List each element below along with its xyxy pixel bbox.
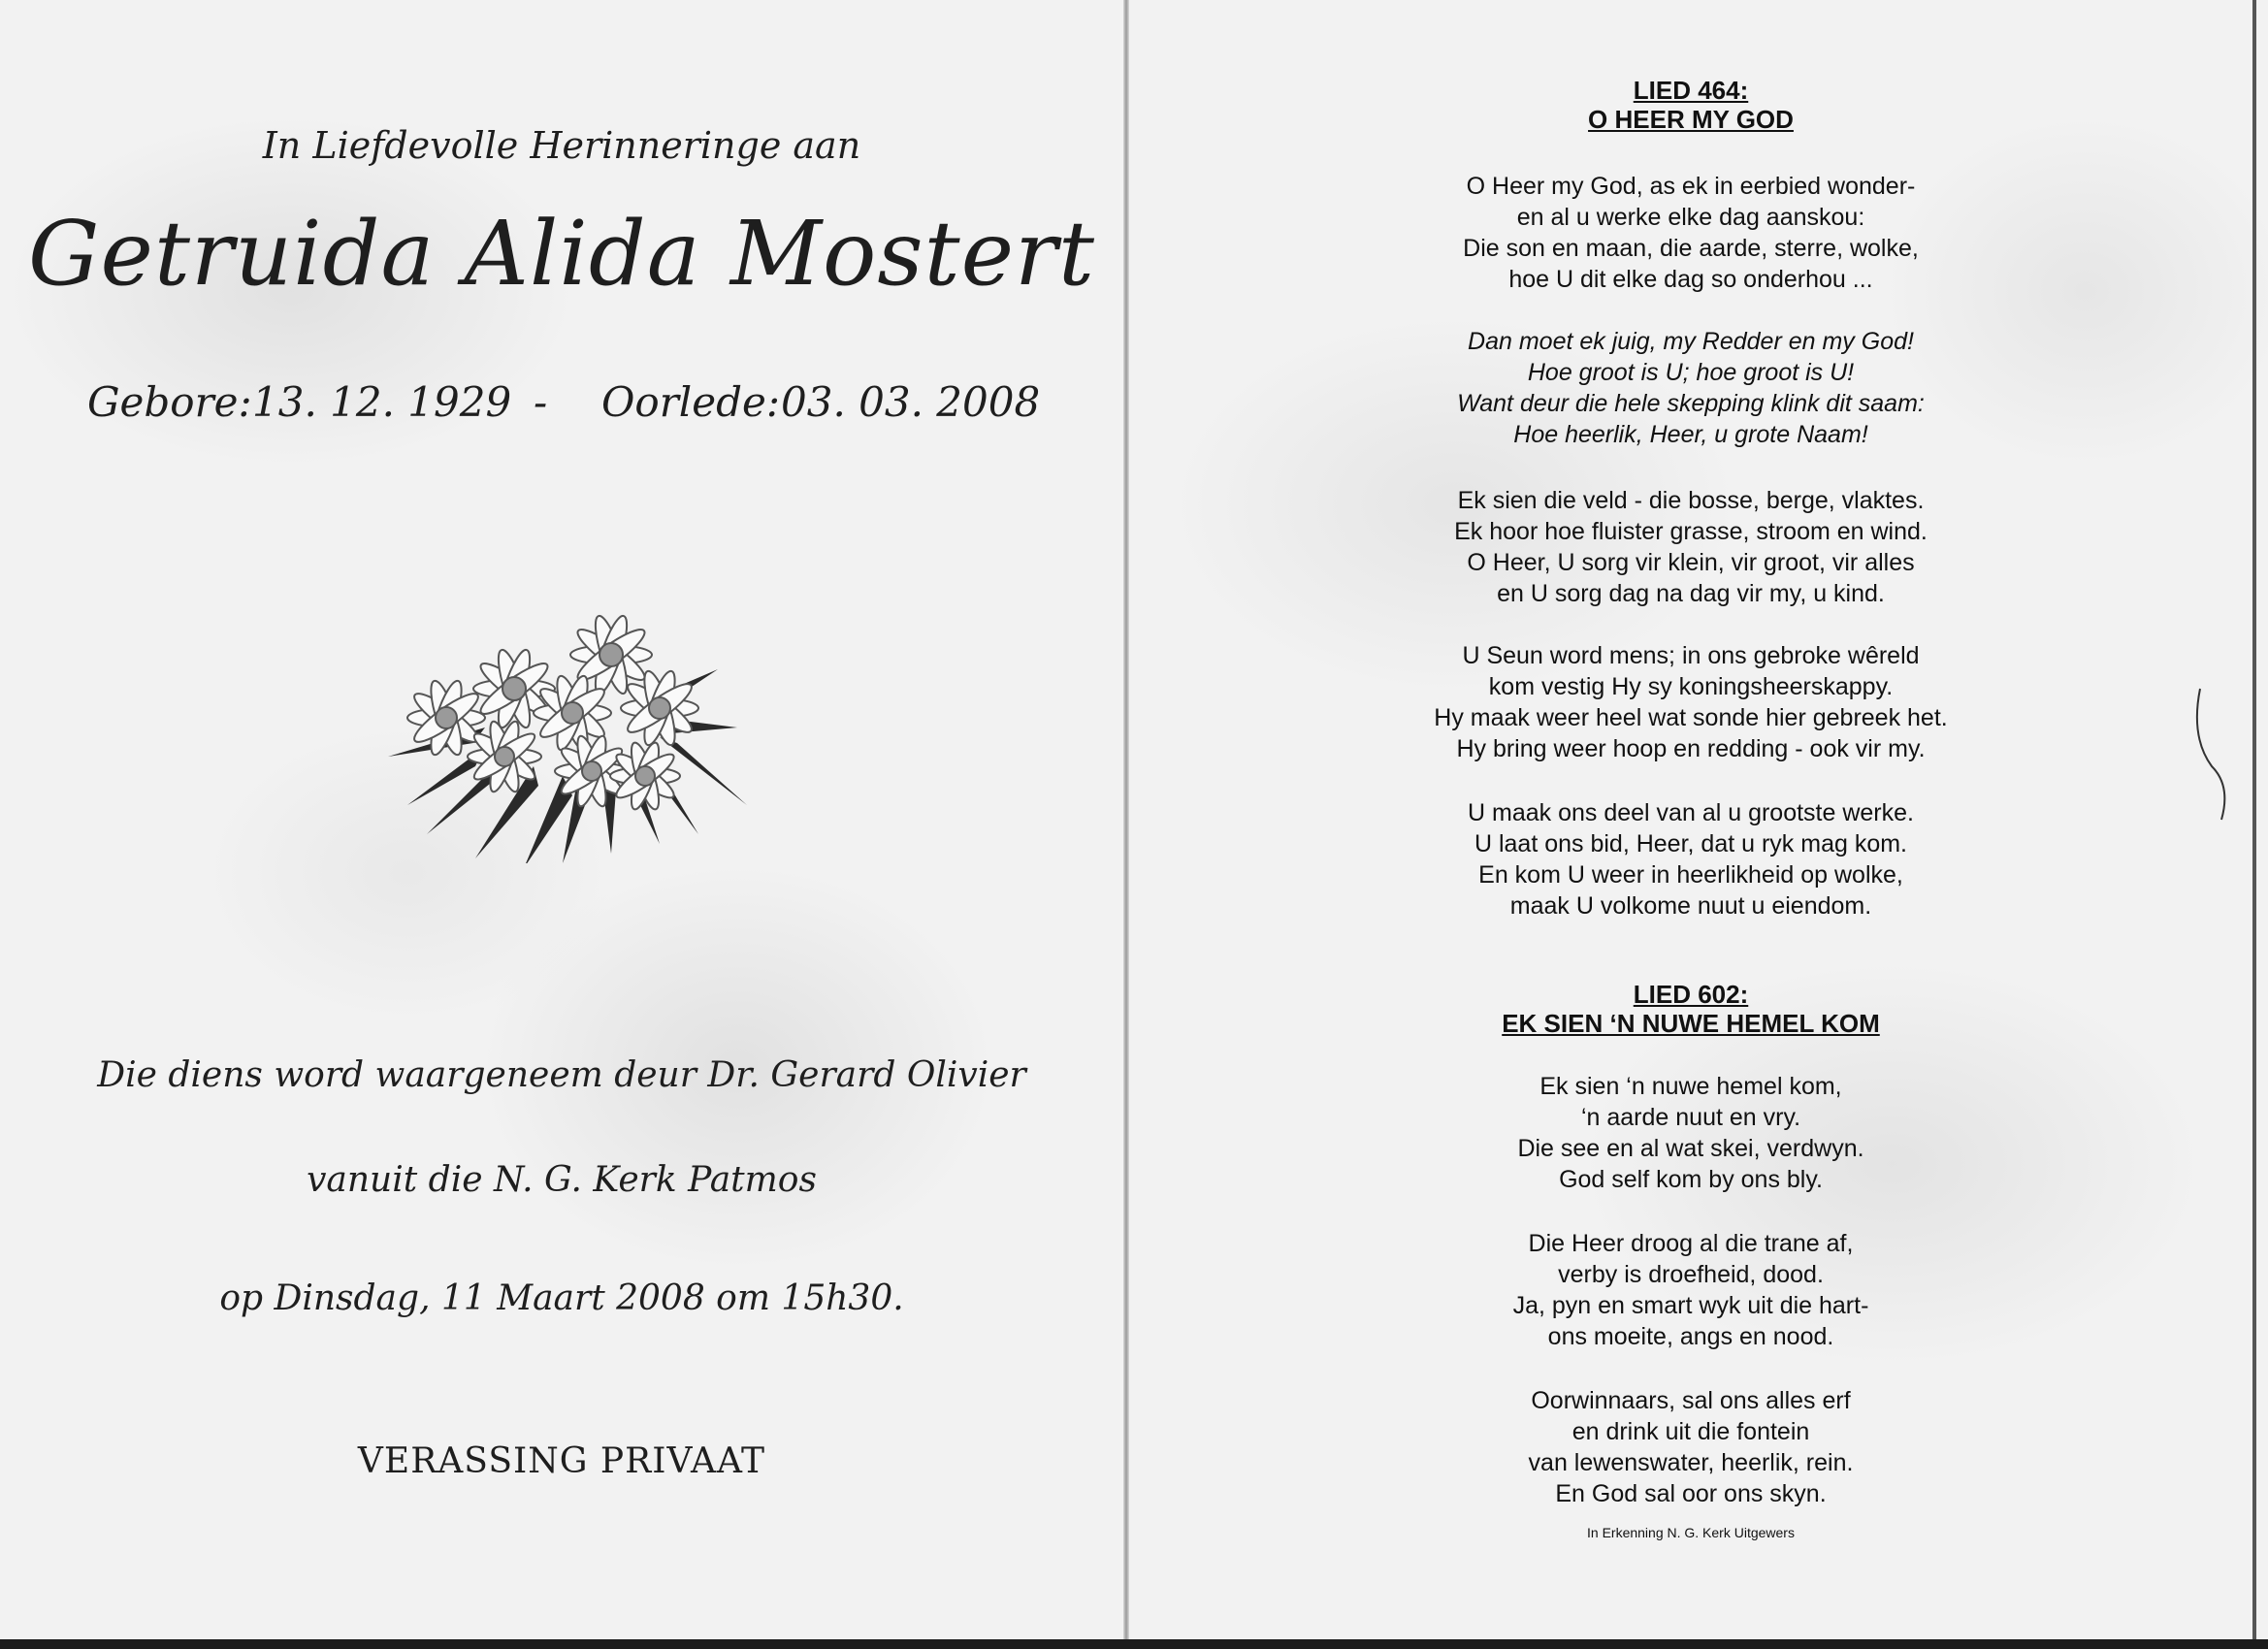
died-date: 03. 03. 2008 [781, 378, 1041, 426]
verse-line: Dan moet ek juig, my Redder en my God! [1468, 328, 1914, 355]
verse-line: Ja, pyn en smart wyk uit die hart- [1512, 1292, 1869, 1319]
hymn-verse [1129, 171, 2252, 295]
hymn-verse [1129, 1071, 2252, 1195]
left-page [0, 0, 1123, 1639]
hymn-verse [1129, 640, 2252, 764]
verse-line: U maak ons deel van al u grootste werke. [1468, 799, 1914, 826]
hymn-verse [1129, 1385, 2252, 1509]
song-title: O HEER MY GOD [1588, 105, 1794, 134]
service-officiant: Die diens word waargeneem deur Dr. Gerard Olivier [97, 1055, 1026, 1095]
verse-line: en al u werke elke dag aanskou: [1516, 204, 1865, 231]
verse-line: Hy bring weer hoop en redding - ook vir my. [1456, 735, 1926, 762]
service-datetime: op Dinsdag, 11 Maart 2008 om 15h30. [219, 1278, 904, 1318]
verse-line: ‘n aarde nuut en vry. [1580, 1104, 1801, 1131]
song-number: LIED 464: [1633, 76, 1749, 105]
verse-line: van lewenswater, heerlik, rein. [1528, 1449, 1854, 1476]
verse-line: en U sorg dag na dag vir my, u kind. [1497, 580, 1885, 607]
pen-mark [2192, 679, 2251, 824]
deceased-name: Getruida Alida Mostert [28, 202, 1095, 306]
date-separator: - [534, 378, 548, 426]
right-page [1129, 0, 2252, 1639]
hymn-verse [1129, 797, 2252, 922]
verse-line: Hoe groot is U; hoe groot is U! [1527, 359, 1855, 386]
verse-line: En God sal oor ons skyn. [1555, 1480, 1827, 1507]
verse-line: kom vestig Hy sy koningsheerskappy. [1488, 673, 1894, 700]
daisy-bouquet-icon [369, 611, 757, 863]
born-label: Gebore: [87, 378, 252, 426]
verse-line: U laat ons bid, Heer, dat u ryk mag kom. [1474, 830, 1908, 857]
verse-line: God self kom by ons bly. [1559, 1166, 1823, 1193]
hymn-verse [1129, 485, 2252, 609]
page-edge [2252, 0, 2256, 1639]
verse-line: U Seun word mens; in ons gebroke wêreld [1462, 642, 1920, 669]
verse-line: Die Heer droog al die trane af, [1528, 1230, 1854, 1257]
died-label: Oorlede: [601, 378, 780, 426]
cremation-notice: VERASSING PRIVAAT [357, 1441, 766, 1481]
verse-line: Hoe heerlik, Heer, u grote Naam! [1513, 421, 1868, 448]
verse-line: hoe U dit elke dag so onderhou ... [1508, 266, 1873, 293]
verse-line: verby is droefheid, dood. [1558, 1261, 1824, 1288]
verse-line: Hy maak weer heel wat sonde hier gebreek het. [1434, 704, 1948, 731]
verse-line: Ek sien ‘n nuwe hemel kom, [1539, 1073, 1842, 1100]
song-title: EK SIEN ‘N NUWE HEMEL KOM [1502, 1009, 1880, 1038]
song-number: LIED 602: [1633, 980, 1749, 1009]
verse-line: O Heer my God, as ek in eerbied wonder- [1466, 173, 1916, 200]
scan-border [0, 1639, 2268, 1649]
verse-line: Want deur die hele skepping klink dit saam: [1457, 390, 1925, 417]
verse-line: Die son en maan, die aarde, sterre, wolke, [1463, 235, 1919, 262]
verse-line: maak U volkome nuut u eiendom. [1509, 892, 1872, 920]
verse-line: En kom U weer in heerlikheid op wolke, [1478, 861, 1903, 889]
verse-line: en drink uit die fontein [1571, 1418, 1810, 1445]
verse-line: O Heer, U sorg vir klein, vir groot, vir alles [1467, 549, 1915, 576]
verse-line: Ek hoor hoe fluister grasse, stroom en wind. [1454, 518, 1928, 545]
hymn-refrain [1129, 326, 2252, 450]
born-date: 13. 12. 1929 [252, 378, 512, 426]
verse-line: Ek sien die veld - die bosse, berge, vlaktes. [1457, 487, 1925, 514]
verse-line: ons moeite, angs en nood. [1547, 1323, 1834, 1350]
verse-line: Oorwinnaars, sal ons alles erf [1531, 1387, 1851, 1414]
publisher-credit: In Erkenning N. G. Kerk Uitgewers [1587, 1525, 1795, 1540]
memorial-heading: In Liefdevolle Herinneringe aan [262, 124, 861, 167]
service-church: vanuit die N. G. Kerk Patmos [307, 1160, 817, 1200]
verse-line: Die see en al wat skei, verdwyn. [1517, 1135, 1864, 1162]
hymn-verse [1129, 1228, 2252, 1352]
